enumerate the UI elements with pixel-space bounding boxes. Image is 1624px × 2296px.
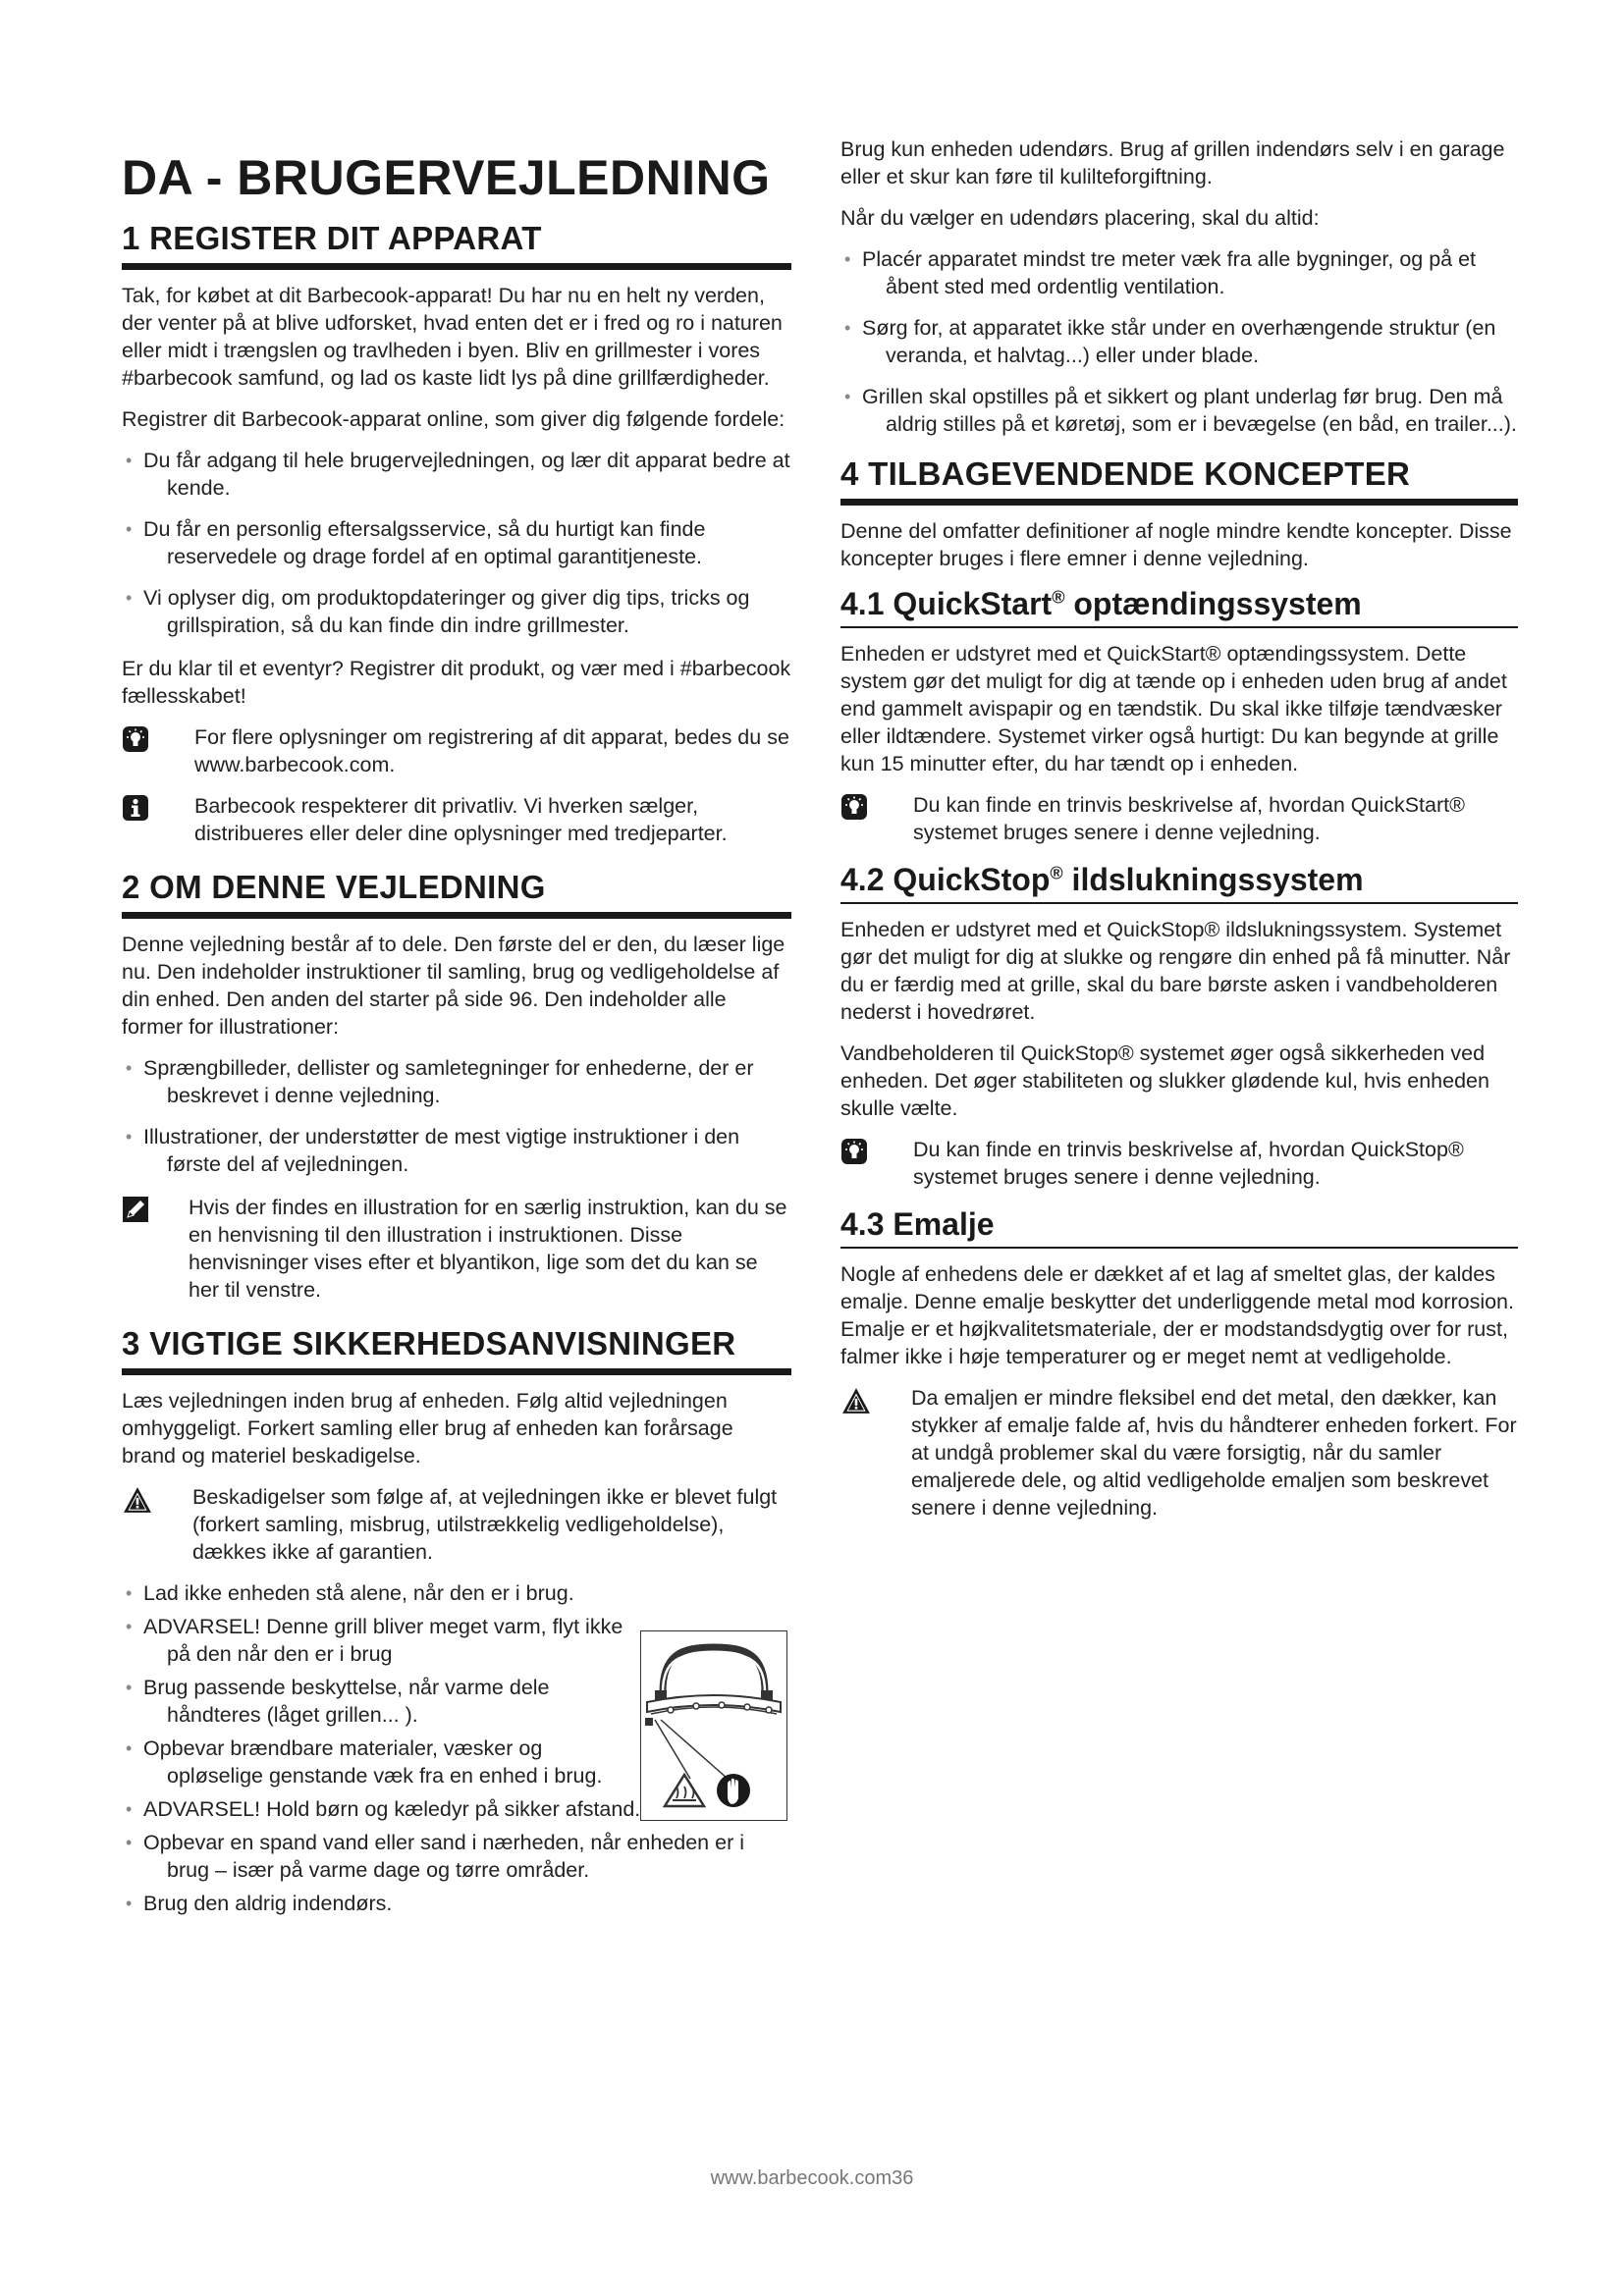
warning-note: [840, 1384, 1518, 1522]
pencil-note: [122, 1194, 791, 1304]
section-4-1-heading: [840, 586, 1518, 628]
list-item: • Opbevar en spand vand eller sand i nærheden, når enheden er i brug – især på varme dage og tørre områder.: [122, 1829, 791, 1884]
hot-grill-lid-illustration: [640, 1630, 787, 1821]
tip-note: [840, 791, 1518, 846]
safety-list-a: [122, 1579, 632, 1789]
section-4-heading: 4 TILBAGEVENDENDE KONCEPTER: [840, 455, 1518, 506]
left-column: [122, 135, 791, 1933]
tip-lightbulb-icon: [840, 793, 868, 821]
section-1-benefits-list: [122, 447, 791, 639]
section-1-call-to-action: Er du klar til et eventyr? Registrer dit produkt, og vær med i #barbecook fællesskabet!: [122, 657, 791, 708]
right-column: [840, 135, 1518, 1535]
section-2-intro: Denne vejledning består af to dele. Den første del er den, du læser lige nu. Den indeholder instruktioner til samling, brug og vedligeholdelse af din enhed. Den anden del starter på side 96. Den indeholder alle former for illustrationer:: [122, 933, 785, 1039]
list-item: • Placér apparatet mindst tre meter væk fra alle bygninger, og på et åbent sted med ordentlig ventilation.: [840, 245, 1518, 300]
section-2-heading: 2 OM DENNE VEJLEDNING: [122, 869, 791, 919]
page-title: DA - BRUGERVEJLEDNING: [122, 150, 771, 205]
warning-note-text: Beskadigelser som følge af, at vejledningen ikke er blevet fulgt (forkert samling, misbrug, utilstrækkelig vedligeholdelse), dækkes ikke af garantien.: [192, 1485, 778, 1564]
list-item: • Lad ikke enheden stå alene, når den er i brug.: [122, 1579, 632, 1607]
list-item: • ADVARSEL! Hold børn og kæledyr på sikker afstand.: [122, 1795, 791, 1823]
info-note-text: Barbecook respekterer dit privatliv. Vi hverken sælger, distribueres eller deler dine oplysninger med tredjeparter.: [194, 794, 728, 845]
placement-list: [840, 245, 1518, 438]
quickstop-text: Enheden er udstyret med et QuickStop® ildslukningssystem. Systemet gør det muligt for dig at slukke og rengøre din enhed på få minutter. Når du er færdig med at grille, skal du bare børste asken i vandbeholderen nederst i hovedrøret.: [840, 918, 1511, 1024]
tip-note: [840, 1136, 1518, 1191]
info-icon: [122, 794, 149, 822]
heading-text: ildslukningssystem: [1062, 862, 1364, 897]
list-item: • Du får en personlig eftersalgsservice, så du hurtigt kan finde reservedele og drage fordel af en optimal garantitjeneste.: [122, 515, 791, 570]
tip-note-text: For flere oplysninger om registrering af dit apparat, bedes du se www.barbecook.com.: [194, 725, 789, 776]
registered-mark: ®: [1050, 863, 1063, 883]
section-1-heading: 1 REGISTER DIT APPARAT: [122, 220, 791, 270]
list-item: • Sørg for, at apparatet ikke står under en overhængende struktur (en veranda, et halvtag...) eller under blade.: [840, 314, 1518, 369]
pencil-note-text: Hvis der findes en illustration for en særlig instruktion, kan du se en henvisning til den illustration i instruktionen. Disse henvisninger vises efter et blyantikon, lige som det du kan se her til venstre.: [189, 1196, 787, 1302]
heading-text: optændingssystem: [1064, 586, 1362, 621]
section-1-intro: Tak, for købet at dit Barbecook-apparat! Du har nu en helt ny verden, der venter på at blive udforsket, hvad enten det er i fred og ro i naturen eller midt i trængslen og travlheden i byen. Bliv en grillmester i vores #barbecook samfund, og lad os kaste lidt lys på dine grillfærdigheder.: [122, 284, 783, 390]
list-item: • Du får adgang til hele brugervejledningen, og lær dit apparat bedre at kende.: [122, 447, 791, 502]
tip-note-text: Du kan finde en trinvis beskrivelse af, hvordan QuickStart® systemet bruges senere i denne vejledning.: [913, 793, 1465, 844]
list-item: • Brug den aldrig indendørs.: [122, 1890, 791, 1917]
quickstart-text: Enheden er udstyret med et QuickStart® optændingssystem. Dette system gør det muligt for dig at tænde op i enheden uden brug af andet end gammelt avispapir og en tændstik. Du skal ikke tilføje tændvæsker eller ildtændere. Systemet virker også hurtigt: Du kan begynde at grille kun 15 minutter efter, du har tændt op i enheden.: [840, 642, 1507, 775]
section-2-list: [122, 1054, 791, 1178]
safety-list-b: [122, 1795, 791, 1917]
list-item: • Sprængbilleder, dellister og samletegninger for enhederne, der er beskrevet i denne vejledning.: [122, 1054, 791, 1109]
list-item: • Opbevar brændbare materialer, væsker og opløselige genstande væk fra en enhed i brug.: [122, 1735, 632, 1789]
warning-triangle-icon: [122, 1485, 153, 1515]
tip-lightbulb-icon: [840, 1138, 868, 1165]
section-1-benefits-lead: Registrer dit Barbecook-apparat online, som giver dig følgende fordele:: [122, 407, 785, 431]
heading-text: 4.1 QuickStart: [840, 586, 1053, 621]
info-note: [122, 792, 791, 847]
section-4-intro: Denne del omfatter definitioner af nogle mindre kendte koncepter. Disse koncepter bruges i flere emner i denne vejledning.: [840, 519, 1512, 570]
section-4-3-heading: 4.3 Emalje: [840, 1206, 1518, 1249]
list-item: • Brug passende beskyttelse, når varme dele håndteres (låget grillen... ).: [122, 1674, 632, 1729]
section-3-heading: 3 VIGTIGE SIKKERHEDSANVISNINGER: [122, 1325, 791, 1375]
warning-note-text: Da emaljen er mindre fleksibel end det metal, den dækker, kan stykker af emalje falde af, hvis du håndterer enheden forkert. For at undgå problemer skal du være forsigtig, når du samler emaljerede dele, og altid vedligeholde emaljen som beskrevet senere i denne vejledning.: [911, 1386, 1517, 1520]
tip-note-text: Du kan finde en trinvis beskrivelse af, hvordan QuickStop® systemet bruges senere i denne vejledning.: [913, 1138, 1464, 1189]
enamel-text: Nogle af enhedens dele er dækket af et lag af smeltet glas, der kaldes emalje. Denne emalje beskytter det underliggende metal mod korrosion. Emalje er et højkvalitetsmateriale, der er modstandsdygtig over for rust, falmer ikke i høje temperaturer og er meget nemt at vedligeholde.: [840, 1262, 1514, 1368]
list-item: • Illustrationer, der understøtter de mest vigtige instruktioner i den første del af vejledningen.: [122, 1123, 791, 1178]
pencil-icon: [122, 1196, 149, 1223]
warning-note: [122, 1483, 791, 1566]
list-item: • Vi oplyser dig, om produktopdateringer og giver dig tips, tricks og grillspiration, så du kan finde din indre grillmester.: [122, 584, 791, 639]
quickstop-safety-text: Vandbeholderen til QuickStop® systemet øger også sikkerheden ved enheden. Det øger stabiliteten og slukker glødende kul, hvis enheden skulle vælte.: [840, 1041, 1489, 1120]
safety-list-with-illustration: [122, 1579, 791, 1917]
page-footer: www.barbecook.com36: [710, 2167, 914, 2189]
list-item: • ADVARSEL! Denne grill bliver meget varm, flyt ikke på den når den er i brug: [122, 1613, 632, 1668]
section-3-intro: Læs vejledningen inden brug af enheden. Følg altid vejledningen omhyggeligt. Forkert samling eller brug af enheden kan forårsage brand og materiel beskadigelse.: [122, 1389, 733, 1468]
heading-text: 4.2 QuickStop: [840, 862, 1051, 897]
outdoor-use-text: Brug kun enheden udendørs. Brug af grillen indendørs selv i en garage eller et skur kan føre til kulilteforgiftning.: [840, 137, 1505, 188]
tip-note: [122, 723, 791, 778]
warning-triangle-icon: [840, 1386, 872, 1415]
registered-mark: ®: [1052, 587, 1065, 608]
outdoor-placement-lead: Når du vælger en udendørs placering, skal du altid:: [840, 206, 1320, 230]
tip-lightbulb-icon: [122, 725, 149, 753]
list-item: • Grillen skal opstilles på et sikkert og plant underlag før brug. Den må aldrig stilles på et køretøj, som er i bevægelse (en båd, en trailer...).: [840, 383, 1518, 438]
section-4-2-heading: [840, 862, 1518, 904]
